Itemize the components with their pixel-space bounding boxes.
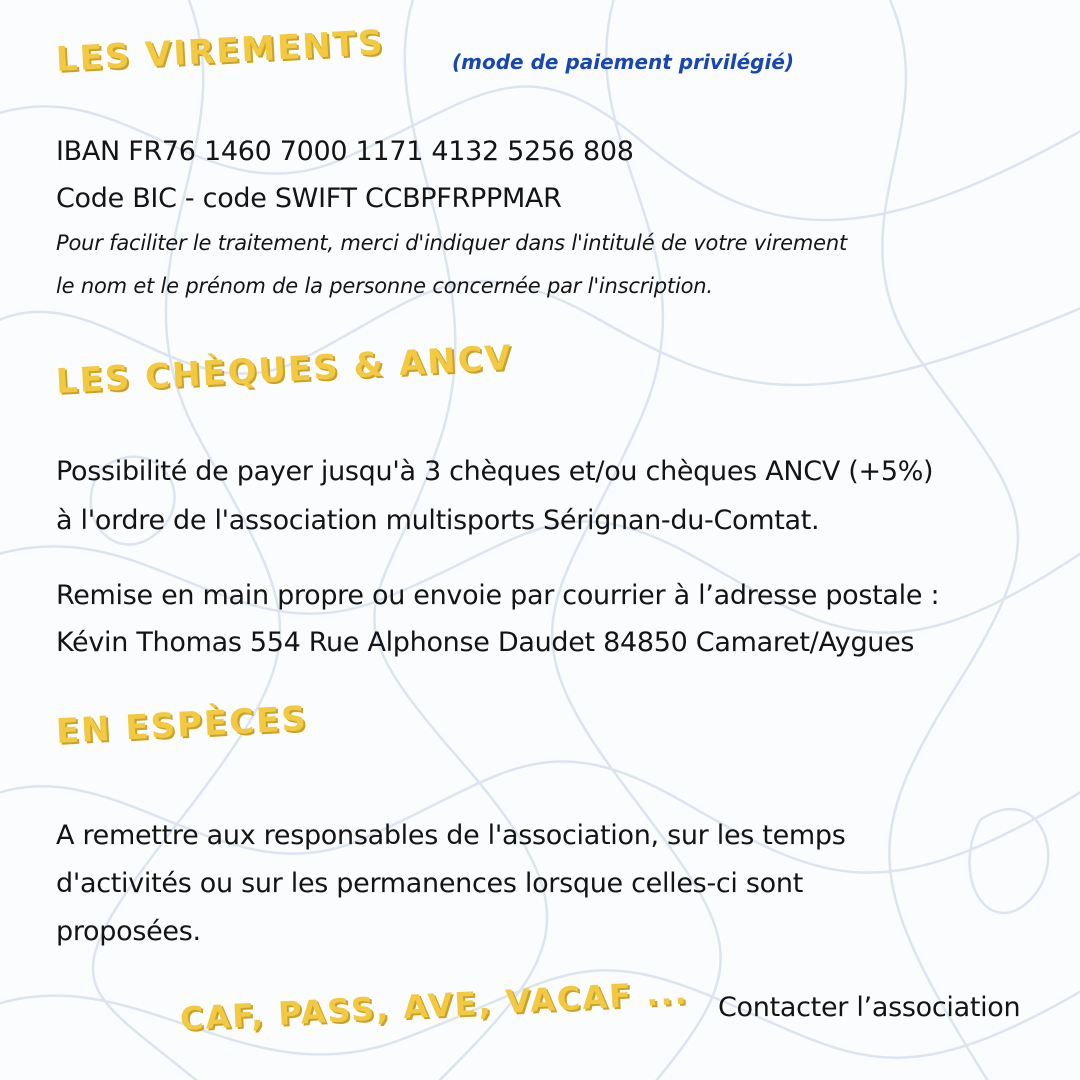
- contact-association-text: Contacter l’association: [718, 992, 1021, 1023]
- transfer-instructions-line-1: Pour faciliter le traitement, merci d'indiquer dans l'intitulé de votre virement: [56, 231, 847, 255]
- heading-caf-pass-ave-vacaf: CAF, PASS, AVE, VACAF ...: [179, 973, 690, 1038]
- especes-text-line-1: A remettre aux responsables de l'association, sur les temps: [56, 820, 846, 851]
- preferred-method-note: (mode de paiement privilégié): [452, 50, 795, 74]
- bic-text: Code BIC - code SWIFT CCBPFRPPMAR: [56, 183, 562, 214]
- cheques-text-line-2: à l'ordre de l'association multisports Sérignan-du-Comtat.: [56, 505, 820, 536]
- iban-text: IBAN FR76 1460 7000 1171 4132 5256 808: [56, 136, 634, 167]
- especes-text-line-2: d'activités ou sur les permanences lorsque celles-ci sont: [56, 868, 803, 899]
- cheques-text-line-1: Possibilité de payer jusqu'à 3 chèques et/ou chèques ANCV (+5%): [56, 456, 934, 487]
- postal-address-text: Kévin Thomas 554 Rue Alphonse Daudet 84850 Camaret/Aygues: [56, 627, 915, 658]
- heading-especes: EN ESPÈCES: [54, 698, 309, 752]
- heading-virements: LES VIREMENTS: [54, 22, 386, 80]
- heading-cheques: LES CHÈQUES & ANCV: [54, 338, 514, 402]
- especes-text-line-3: proposées.: [56, 916, 201, 947]
- postal-delivery-text: Remise en main propre ou envoie par courrier à l’adresse postale :: [56, 580, 940, 611]
- transfer-instructions-line-2: le nom et le prénom de la personne concernée par l'inscription.: [56, 274, 713, 298]
